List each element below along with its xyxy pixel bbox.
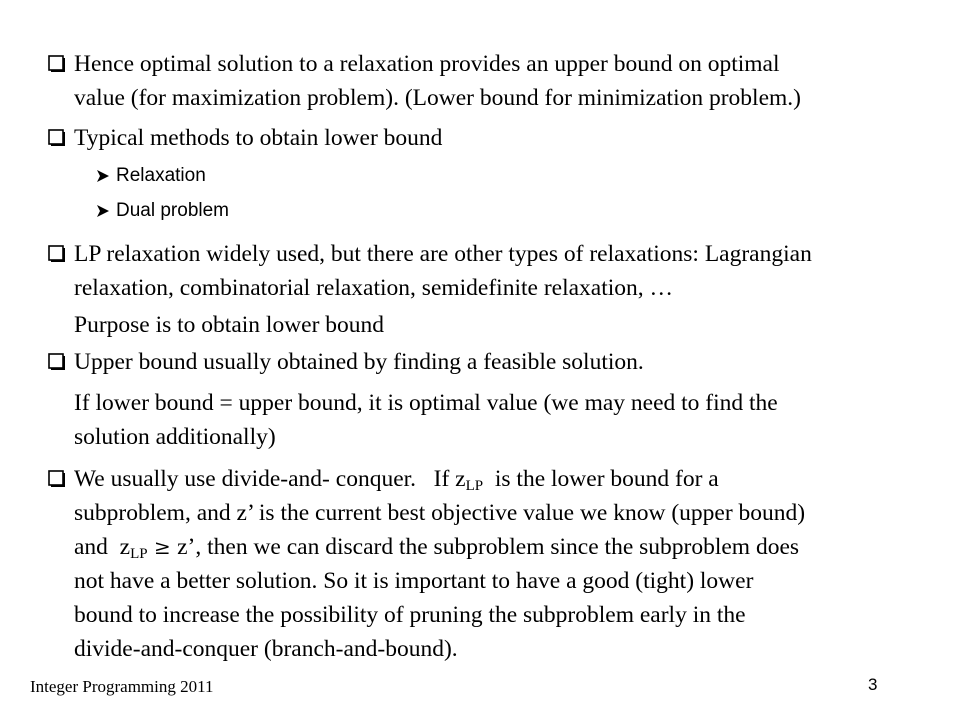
bullet-5-line-4: not have a better solution. So it is important to have a good (tight) lower <box>74 568 754 594</box>
square-bullet-icon <box>48 47 68 81</box>
bullet-4-line-3: solution additionally) <box>74 424 276 450</box>
page-number: 3 <box>868 675 878 694</box>
bullet-2-line-1: Typical methods to obtain lower bound <box>74 121 930 155</box>
square-bullet-icon <box>48 345 68 379</box>
footer-course-title: Integer Programming 2011 <box>30 677 214 696</box>
bullet-1-line-1: Hence optimal solution to a relaxation provides an upper bound on optimal <box>74 47 930 81</box>
arrowhead-bullet-icon <box>96 198 110 224</box>
bullet-5-line-2: subproblem, and z’ is the current best objective value we know (upper bound) <box>74 500 806 526</box>
bullet-5-line-3: and $z_{LP} \ge z$’, then we can discard the subproblem since the subproblem does <box>74 534 800 562</box>
square-bullet-icon <box>48 121 68 155</box>
bullet-4-line-2: If lower bound = upper bound, it is optimal value (we may need to find the <box>74 390 778 416</box>
bullet-5-line-1: We usually use divide-and- conquer. If $z_{LP}$ is the lower bound for a <box>74 462 930 496</box>
arrowhead-bullet-icon <box>96 163 110 189</box>
bullet-3-line-3: Purpose is to obtain lower bound <box>74 312 385 338</box>
sub-item-relaxation: Relaxation <box>116 163 206 189</box>
square-bullet-icon <box>48 462 68 496</box>
bullet-1-line-2: value (for maximization problem). (Lower bound for minimization problem.) <box>74 85 801 111</box>
bullet-5-line-5: bound to increase the possibility of pruning the subproblem early in the <box>74 602 746 628</box>
bullet-3-line-1: LP relaxation widely used, but there are other types of relaxations: Lagrangian <box>74 237 930 271</box>
square-bullet-icon <box>48 237 68 271</box>
sub-item-dual-problem: Dual problem <box>116 198 229 224</box>
bullet-3-line-2: relaxation, combinatorial relaxation, semidefinite relaxation, … <box>74 275 674 301</box>
bullet-5-line-6: divide-and-conquer (branch-and-bound). <box>74 636 458 662</box>
bullet-4-line-1: Upper bound usually obtained by finding a feasible solution. <box>74 345 930 379</box>
